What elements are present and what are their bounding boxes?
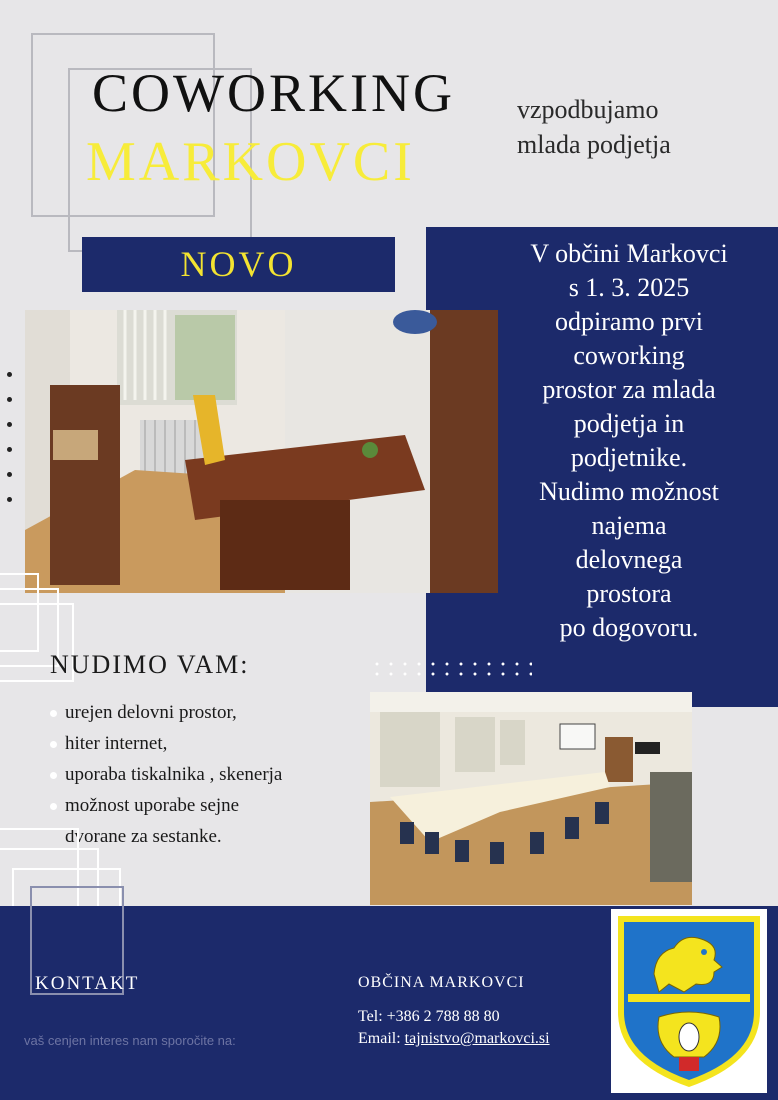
announcement-text	[496, 237, 762, 645]
announcement-line: delovnega	[575, 545, 683, 574]
bullet-dot	[7, 447, 12, 452]
offer-title: NUDIMO VAM:	[50, 650, 250, 679]
page-title: COWORKING	[92, 63, 455, 123]
announcement-line: Nudimo možnost	[539, 477, 719, 506]
bullet-dot	[7, 472, 12, 477]
email-link[interactable]: tajnistvo@markovci.si	[404, 1030, 550, 1047]
organization-name: OBČINA MARKOVCI	[358, 974, 525, 991]
office-photo-illustration	[25, 310, 498, 593]
contact-note: vaš cenjen interes nam sporočite na:	[24, 1033, 236, 1048]
list-item: hiter internet,	[48, 728, 282, 759]
phone-number: Tel: +386 2 788 88 80	[358, 1008, 500, 1025]
conference-room-illustration	[370, 692, 692, 905]
bullet-dot	[7, 422, 12, 427]
announcement-line: po dogovoru.	[559, 613, 699, 642]
announcement-line: podjetja in	[573, 409, 685, 438]
coat-of-arms-icon	[614, 912, 764, 1090]
office-photo	[25, 310, 498, 593]
email-label: Email:	[358, 1030, 405, 1047]
announcement-line: prostor za mlada	[542, 375, 716, 404]
email-line	[358, 1030, 550, 1048]
novo-badge: NOVO	[82, 237, 395, 292]
contact-heading: KONTAKT	[35, 973, 140, 994]
announcement-line: odpiramo prvi	[554, 307, 704, 336]
tagline-line: mlada podjetja	[517, 130, 671, 159]
announcement-line: podjetnike.	[570, 443, 688, 472]
announcement-line: coworking	[573, 341, 685, 370]
bullet-dot	[7, 372, 12, 377]
dotted-pattern	[370, 659, 532, 679]
list-item: urejen delovni prostor,	[48, 697, 282, 728]
announcement-line: prostora	[586, 579, 672, 608]
bullet-dot	[7, 497, 12, 502]
list-item: uporaba tiskalnika , skenerja	[48, 759, 282, 790]
announcement-line: s 1. 3. 2025	[568, 273, 690, 302]
bullet-dot	[7, 397, 12, 402]
announcement-line: najema	[591, 511, 667, 540]
page-subtitle: MARKOVCI	[86, 131, 415, 193]
list-item: možnost uporabe sejne	[48, 790, 282, 821]
offer-list	[48, 697, 282, 852]
announcement-line: V občini Markovci	[530, 239, 728, 268]
coat-of-arms-svg	[614, 912, 764, 1090]
conference-room-photo	[370, 692, 692, 905]
list-item: dvorane za sestanke.	[65, 826, 222, 847]
tagline-line: vzpodbujamo	[517, 95, 659, 124]
tagline	[517, 92, 671, 162]
